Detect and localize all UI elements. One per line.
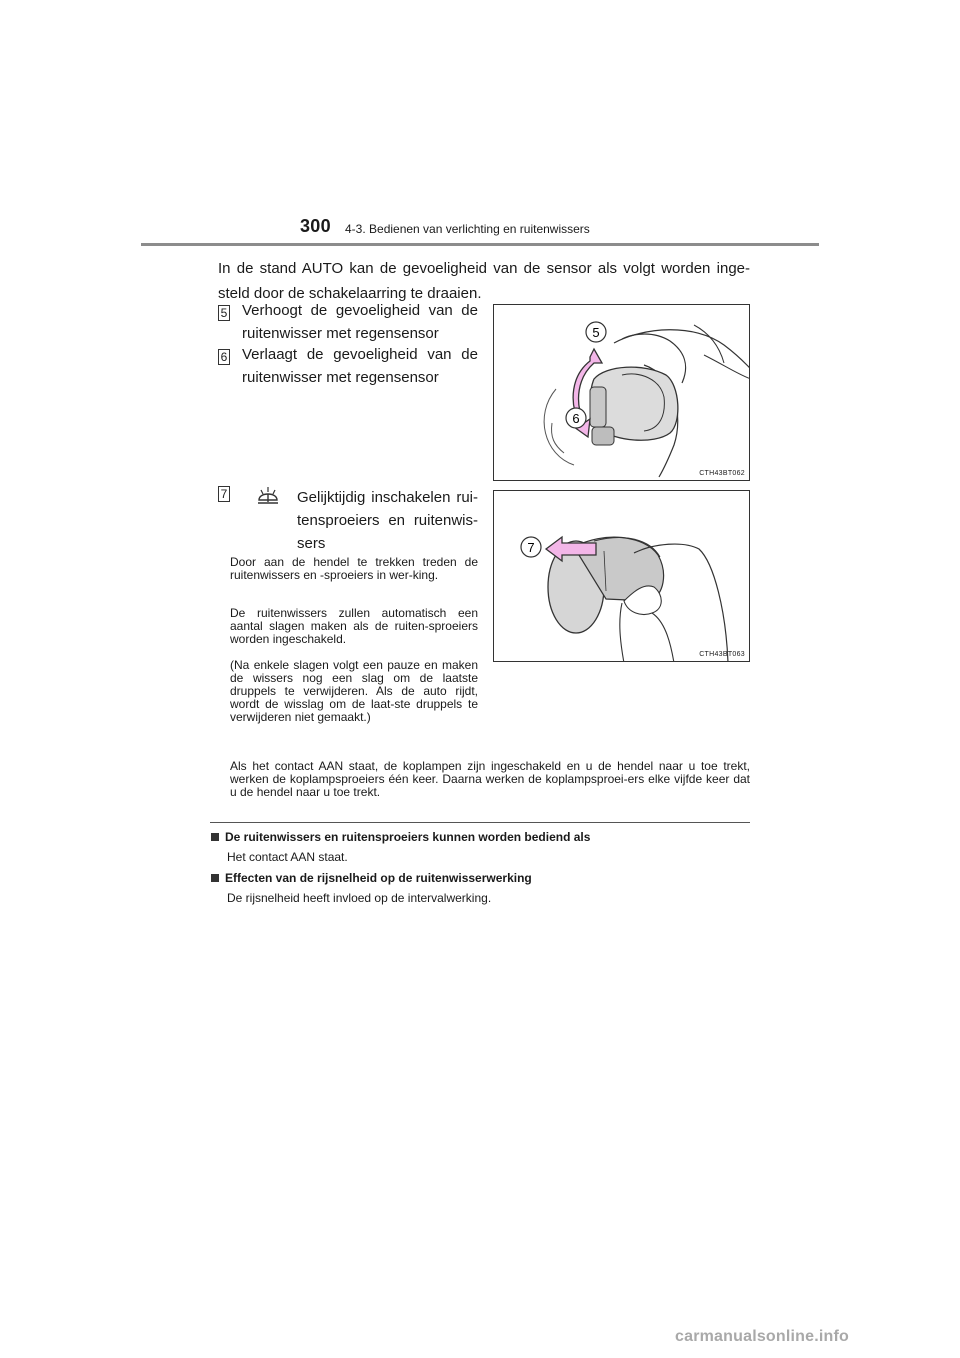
intro-paragraph: In de stand AUTO kan de gevoeligheid van de sensor als volgt worden inge-steld door de schakelaarring te draaien.: [218, 260, 750, 302]
figure-label-5: 5: [592, 325, 600, 340]
item-7-detail-3: (Na enkele slagen volgt een pauze en maken de wissers nog een slag om de laatste druppels te verwijderen. Als de auto rijdt, wordt de wisslag om de laat-ste druppels te verwijderen niet gemaakt.): [230, 658, 478, 724]
note-2-body: De rijsnelheid heeft invloed op de intervalwerking.: [227, 891, 492, 905]
figure-illustration: [494, 305, 750, 481]
figure-code: CTH43BT062: [699, 470, 745, 477]
section-title: 4-3. Bedienen van verlichting en ruitenwissers: [345, 222, 590, 236]
item-text-5: Verhoogt de gevoeligheid van de ruitenwisser met regensensor: [242, 302, 478, 342]
bullet-square-icon: [211, 874, 219, 882]
item-marker-5: 5: [218, 305, 230, 321]
item-text-7: Gelijktijdig inschakelen rui-tensproeiers en ruitenwis-sers: [297, 489, 478, 552]
washer-icon: [256, 484, 280, 506]
note-2-title: [211, 871, 751, 885]
figure-washer-pull: [493, 490, 750, 662]
item-text-6: Verlaagt de gevoeligheid van de ruitenwisser met regensensor: [242, 346, 478, 386]
figure-rain-sensor-ring: [493, 304, 750, 481]
page-number: 300: [300, 216, 331, 236]
watermark: carmanualsonline.info: [675, 1328, 850, 1345]
item-7-detail-1: Door aan de hendel te trekken treden de ruitenwissers en -sproeiers in wer-king.: [230, 555, 478, 582]
item-marker-6: 6: [218, 349, 230, 365]
figure-label-6: 6: [572, 411, 580, 426]
item-marker-7: 7: [218, 486, 230, 502]
figure-code-2: CTH43BT063: [699, 651, 745, 658]
note-2-title-text: Effecten van de rijsnelheid op de ruitenwisserwerking: [225, 871, 532, 885]
item-7-detail-2: De ruitenwissers zullen automatisch een aantal slagen maken als de ruiten-sproeiers worden ingeschakeld.: [230, 606, 478, 646]
bullet-square-icon: [211, 833, 219, 841]
note-1-body: Het contact AAN staat.: [227, 850, 348, 864]
header-rule: [141, 243, 819, 246]
figure-label-7: 7: [527, 540, 535, 555]
note-1-title-text: De ruitenwissers en ruitensproeiers kunnen worden bediend als: [225, 830, 591, 844]
headlamp-washer-note: Als het contact AAN staat, de koplampen zijn ingeschakeld en u de hendel naar u toe trekt, werken de koplampsproeiers één keer. Daarna werken de koplampsproei-ers elke vijfde keer dat u de hendel naar u toe trekt.: [230, 759, 750, 799]
figure-illustration-2: [494, 491, 750, 662]
note-1-title: [211, 830, 751, 844]
section-divider: [210, 822, 750, 823]
